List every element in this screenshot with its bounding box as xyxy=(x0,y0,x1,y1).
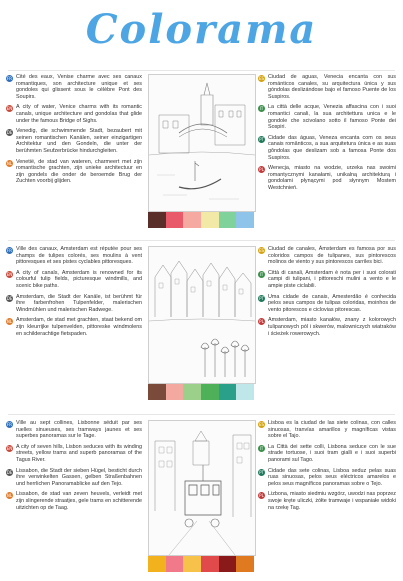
swatch xyxy=(148,212,166,228)
flag-de-icon: DE xyxy=(6,130,13,136)
flag-es-icon: ES xyxy=(258,248,265,253)
flag-pt-icon: PT xyxy=(259,136,264,142)
flag-it-icon: IT xyxy=(259,106,264,112)
text-de: Amsterdam, die Stadt der Kanäle, ist berühmt für ihre farbenfrohen Tulpenfelder, malerischen Windmühlen und malerischen Radwege. xyxy=(16,293,142,313)
paragraph-es xyxy=(258,420,396,440)
paragraph-es xyxy=(258,246,396,266)
text-fr: Cité des eaux, Venise charme avec ses canaux romantiques, son architecture unique et ses gondoles qui glissent sous le célèbre Pont des Soupirs. xyxy=(16,74,142,100)
text-it: La città delle acque, Venezia affascina con i suoi romantici canali, la sua architettura unica e le gondole che scivolano sotto il famoso Ponte dei Sospiri. xyxy=(268,104,396,131)
left-column xyxy=(6,246,142,341)
text-fr: Ville au sept collines, Lisbonne séduit par ses ruelles sinueuses, ses tramways jaunes et ses superbes panoramas sur le Tage. xyxy=(16,420,142,440)
swatch xyxy=(166,556,184,572)
text-pl: Wenecja, miasto na wodzie, urzeka nas swoimi romantycznymi kanałami, unikalną architekturą i gondolami płynącymi pod słynnym Mostem Westchnień. xyxy=(268,165,396,191)
text-nl: Lissabon, de stad van zeven heuvels, verleidt met zijn slingerende straatjes, gele trams en schitterende uitzichten op de Taag. xyxy=(16,491,142,511)
paragraph-nl xyxy=(6,317,142,337)
text-it: Città di canali, Amsterdam è nota per i suoi colorati campi di tulipani, i pittoreschi mulini a vento e le ampie piste ciclabili. xyxy=(268,269,396,289)
text-es: Lisboa es la ciudad de las siete colinas, con calles sinuosas, tranvías amarillos y magníficas vistas sobre el Tajo. xyxy=(268,420,396,440)
left-column xyxy=(6,420,142,515)
text-pl: Amsterdam, miasto kanałów, znany z kolorowych tulipanowych pól i skwerów, malowniczych wiatraków i ścieżek rowerowych. xyxy=(268,317,396,337)
swatch xyxy=(201,212,219,228)
paragraph-fr xyxy=(6,246,142,266)
flag-es-icon: ES xyxy=(258,76,265,81)
flag-pl-icon: PL xyxy=(259,167,264,173)
paragraph-it xyxy=(258,444,396,464)
paragraph-pl xyxy=(258,317,396,337)
swatch xyxy=(201,556,219,572)
paragraph-en xyxy=(6,444,142,464)
flag-pt-icon: PT xyxy=(259,295,264,301)
swatch xyxy=(166,384,184,400)
color-swatches xyxy=(148,556,254,572)
flag-it-icon: IT xyxy=(259,271,264,277)
swatch xyxy=(219,556,237,572)
paragraph-es xyxy=(258,74,396,100)
text-nl: Venetië, de stad van wateren, charmeert met zijn romantische grachten, zijn unieke architectuur en zijn gondels die onder de beroemde Brug der Zuchten voorbij glijden. xyxy=(16,158,142,185)
paragraph-nl xyxy=(6,159,142,185)
paragraph-fr xyxy=(6,420,142,440)
paragraph-pt xyxy=(258,135,396,161)
text-pt: Uma cidade de canais, Amesterdão é conhecida pelos seus campos de tulipas coloridas, moinhos de vento pitorescos e ciclovias pitorescas. xyxy=(268,293,396,313)
right-column xyxy=(258,420,396,515)
text-fr: Ville des canaux, Amsterdam est réputée pour ses champs de tulipes colorés, ses moulins à vent pittoresques et ses pistes cyclables pittoresques. xyxy=(16,246,142,266)
divider xyxy=(8,70,395,71)
paragraph-de xyxy=(6,128,142,154)
paragraph-pl xyxy=(258,491,396,511)
flag-fr-icon: FR xyxy=(6,248,13,253)
paragraph-nl xyxy=(6,491,142,511)
paragraph-pl xyxy=(258,165,396,191)
text-en: A city of water, Venice charms with its romantic canals, unique architecture and gondolas that glide under the famous Bridge of Sighs. xyxy=(16,104,142,124)
text-en: A city of canals, Amsterdam is renowned for its colourful tulip fields, picturesque windmills, and scenic bike paths. xyxy=(16,269,142,289)
swatch xyxy=(219,212,237,228)
text-pt: Cidade das águas, Veneza encanta com os seus canais românticos, a sua arquitetura única e as suas gôndolas que deslizam sob a famosa Ponte dos Suspiros. xyxy=(268,134,396,161)
paragraph-de xyxy=(6,468,142,488)
flag-de-icon: DE xyxy=(6,295,13,301)
text-es: Ciudad de aguas, Venecia encanta con sus románticos canales, su arquitectura única y sus góndolas deslizándose bajo el famoso Puente de los Suspiros. xyxy=(268,74,396,100)
paragraph-fr xyxy=(6,74,142,100)
paragraph-pt xyxy=(258,294,396,314)
color-swatches xyxy=(148,384,254,400)
text-pl: Lizbona, miasto siedmiu wzgórz, uwodzi nas poprzez swoje kręte uliczki, żółte tramwaje i wspaniałe widoki na rzekę Tag. xyxy=(268,491,396,511)
page-title: Colorama xyxy=(85,6,318,53)
text-nl: Amsterdam, de stad met grachten, staat bekend om zijn kleurrijke tulpenvelden, pittoreske windmolens en schilderachtige fietspaden. xyxy=(16,317,142,337)
divider xyxy=(8,414,395,415)
paragraph-en xyxy=(6,270,142,290)
swatch xyxy=(148,556,166,572)
swatch xyxy=(166,212,184,228)
flag-pt-icon: PT xyxy=(259,469,264,475)
flag-de-icon: DE xyxy=(6,469,13,475)
swatch xyxy=(201,384,219,400)
swatch xyxy=(236,212,254,228)
flag-fr-icon: FR xyxy=(6,76,13,81)
paragraph-pt xyxy=(258,468,396,488)
text-de: Venedig, die schwimmende Stadt, bezaubert mit seinen romantischen Kanälen, seiner einzigartigen Architektur und den Gondeln, die unter der berühmten Seufzerbrücke hindurchgleiten. xyxy=(16,128,142,154)
right-column xyxy=(258,246,396,341)
text-pt: Cidade das sete colinas, Lisboa seduz pelas suas ruas sinuosas, pelos seus eléctricos amarelos e pelos seus magníficos panoramas sobre o Tejo. xyxy=(268,467,396,487)
paragraph-it xyxy=(258,270,396,290)
flag-it-icon: IT xyxy=(259,445,264,451)
flag-nl-icon: NL xyxy=(6,493,13,499)
paragraph-de xyxy=(6,294,142,314)
flag-en-icon: EN xyxy=(6,445,13,451)
flag-es-icon: ES xyxy=(258,422,265,427)
amsterdam-illustration xyxy=(148,246,256,384)
flag-nl-icon: NL xyxy=(6,160,13,166)
venice-illustration xyxy=(148,74,256,212)
text-it: La Città dei sette colli, Lisbona seduce con le sue strade tortuose, i suoi tram gialli e i suoi superbi panorami sul Tago. xyxy=(268,443,396,463)
swatch xyxy=(219,384,237,400)
lisbon-illustration xyxy=(148,420,256,556)
flag-fr-icon: FR xyxy=(6,422,13,427)
divider xyxy=(8,240,395,241)
color-swatches xyxy=(148,212,254,228)
right-column xyxy=(258,74,396,196)
paragraph-it xyxy=(258,104,396,130)
swatch xyxy=(148,384,166,400)
swatch xyxy=(183,384,201,400)
text-de: Lissabon, die Stadt der sieben Hügel, besticht durch ihre verwinkelten Gassen, gelben Straßenbahnen und herrlichen Panoramablicke auf den Tejo. xyxy=(16,467,142,487)
swatch xyxy=(236,556,254,572)
text-en: A city of seven hills, Lisbon seduces with its winding streets, yellow trams and superb panoramas of the Tagus River. xyxy=(16,443,142,463)
text-es: Ciudad de canales, Ámsterdam es famosa por sus coloridos campos de tulipanes, sus pintorescos molinos de viento y sus pintorescos carriles bici. xyxy=(268,246,396,266)
swatch xyxy=(183,212,201,228)
paragraph-en xyxy=(6,104,142,124)
swatch xyxy=(183,556,201,572)
flag-pl-icon: PL xyxy=(259,319,264,325)
left-column xyxy=(6,74,142,189)
flag-pl-icon: PL xyxy=(259,493,264,499)
flag-en-icon: EN xyxy=(6,271,13,277)
swatch xyxy=(236,384,254,400)
flag-en-icon: EN xyxy=(6,106,13,112)
flag-nl-icon: NL xyxy=(6,319,13,325)
